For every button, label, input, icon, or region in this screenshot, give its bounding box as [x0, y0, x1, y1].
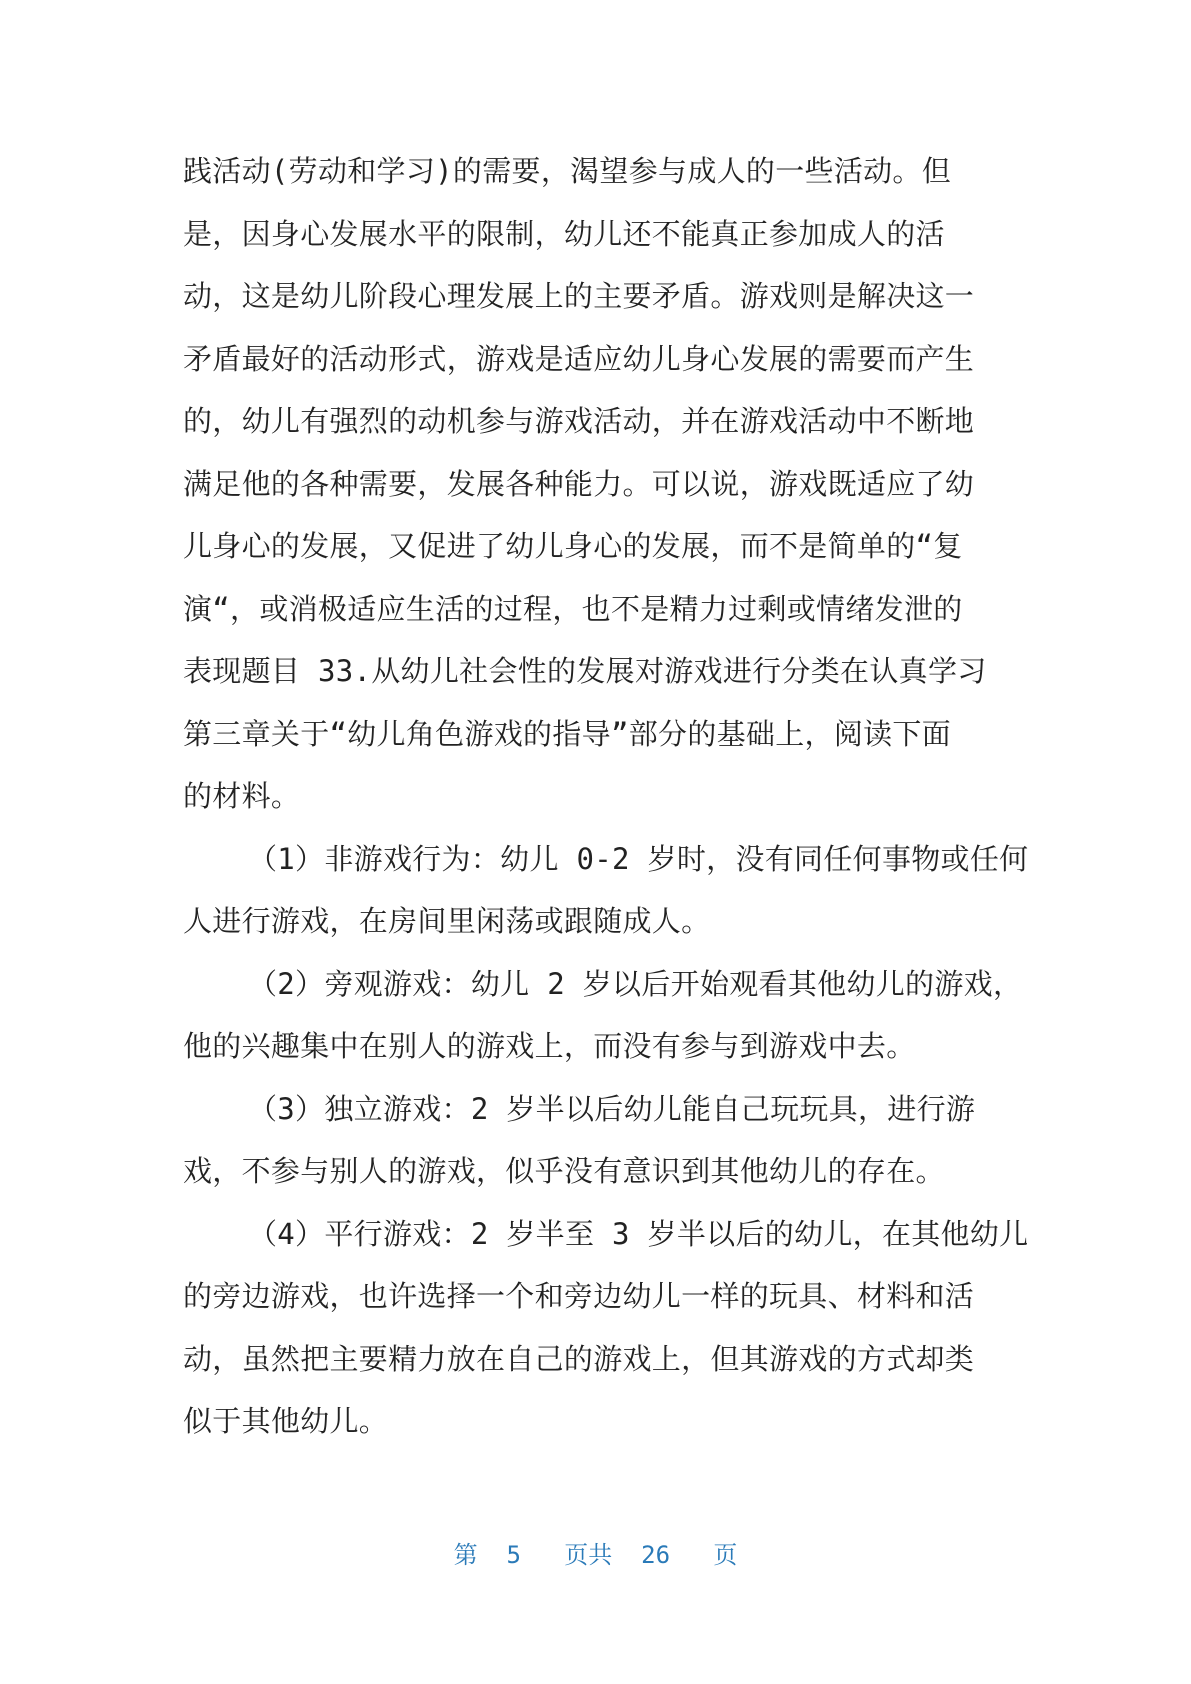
text-line: 践活动(劳动和学习)的需要，渴望参与成人的一些活动。但: [183, 154, 952, 188]
paragraph: [183, 953, 1023, 1078]
text-line: 是，因身心发展水平的限制，幼儿还不能真正参加成人的活: [183, 216, 945, 251]
text-line: （2）旁观游戏：幼儿 2 岁以后开始观看其他幼儿的游戏，: [248, 966, 1023, 1001]
paragraph: [183, 828, 1029, 953]
text-line: 的，幼儿有强烈的动机参与游戏活动，并在游戏活动中不断地: [183, 404, 975, 438]
paragraph: [183, 1203, 1029, 1453]
text-line: （3）独立游戏：2 岁半以后幼儿能自己玩玩具，进行游: [248, 1091, 976, 1126]
text-line: 的旁边游戏，也许选择一个和旁边幼儿一样的玩具、材料和活: [183, 1279, 975, 1313]
text-line: 表现题目 33.从幼儿社会性的发展对游戏进行分类在认真学习: [183, 654, 987, 688]
text-line: 动，虽然把主要精力放在自己的游戏上，但其游戏的方式却类: [183, 1341, 975, 1376]
body-text: [183, 140, 1029, 1453]
text-line: 似于其他幼儿。: [183, 1404, 389, 1438]
text-line: 戏，不参与别人的游戏，似乎没有意识到其他幼儿的存在。: [183, 1154, 945, 1188]
text-line: 动，这是幼儿阶段心理发展上的主要矛盾。游戏则是解决这一: [183, 279, 975, 313]
text-line: （1）非游戏行为：幼儿 0-2 岁时，没有同任何事物或任何: [248, 841, 1029, 876]
text-line: 满足他的各种需要，发展各种能力。可以说，游戏既适应了幼: [183, 466, 975, 501]
text-line: （4）平行游戏：2 岁半至 3 岁半以后的幼儿，在其他幼儿: [248, 1216, 1029, 1251]
text-line: 人进行游戏，在房间里闲荡或跟随成人。: [183, 904, 711, 938]
text-line: 儿身心的发展，又促进了幼儿身心的发展，而不是简单的“复: [183, 529, 963, 563]
text-line: 的材料。: [183, 779, 301, 813]
text-line: 第三章关于“幼儿角色游戏的指导”部分的基础上，阅读下面: [183, 716, 952, 751]
text-line: 演“，或消极适应生活的过程，也不是精力过剩或情绪发泄的: [183, 591, 963, 626]
paragraph: [183, 1078, 1013, 1203]
text-line: 矛盾最好的活动形式，游戏是适应幼儿身心发展的需要而产生: [183, 341, 975, 376]
text-line: 他的兴趣集中在别人的游戏上，而没有参与到游戏中去。: [183, 1029, 916, 1063]
page-number-footer: 第 5 页共 26 页: [453, 1541, 738, 1569]
paragraph: [183, 140, 1013, 828]
